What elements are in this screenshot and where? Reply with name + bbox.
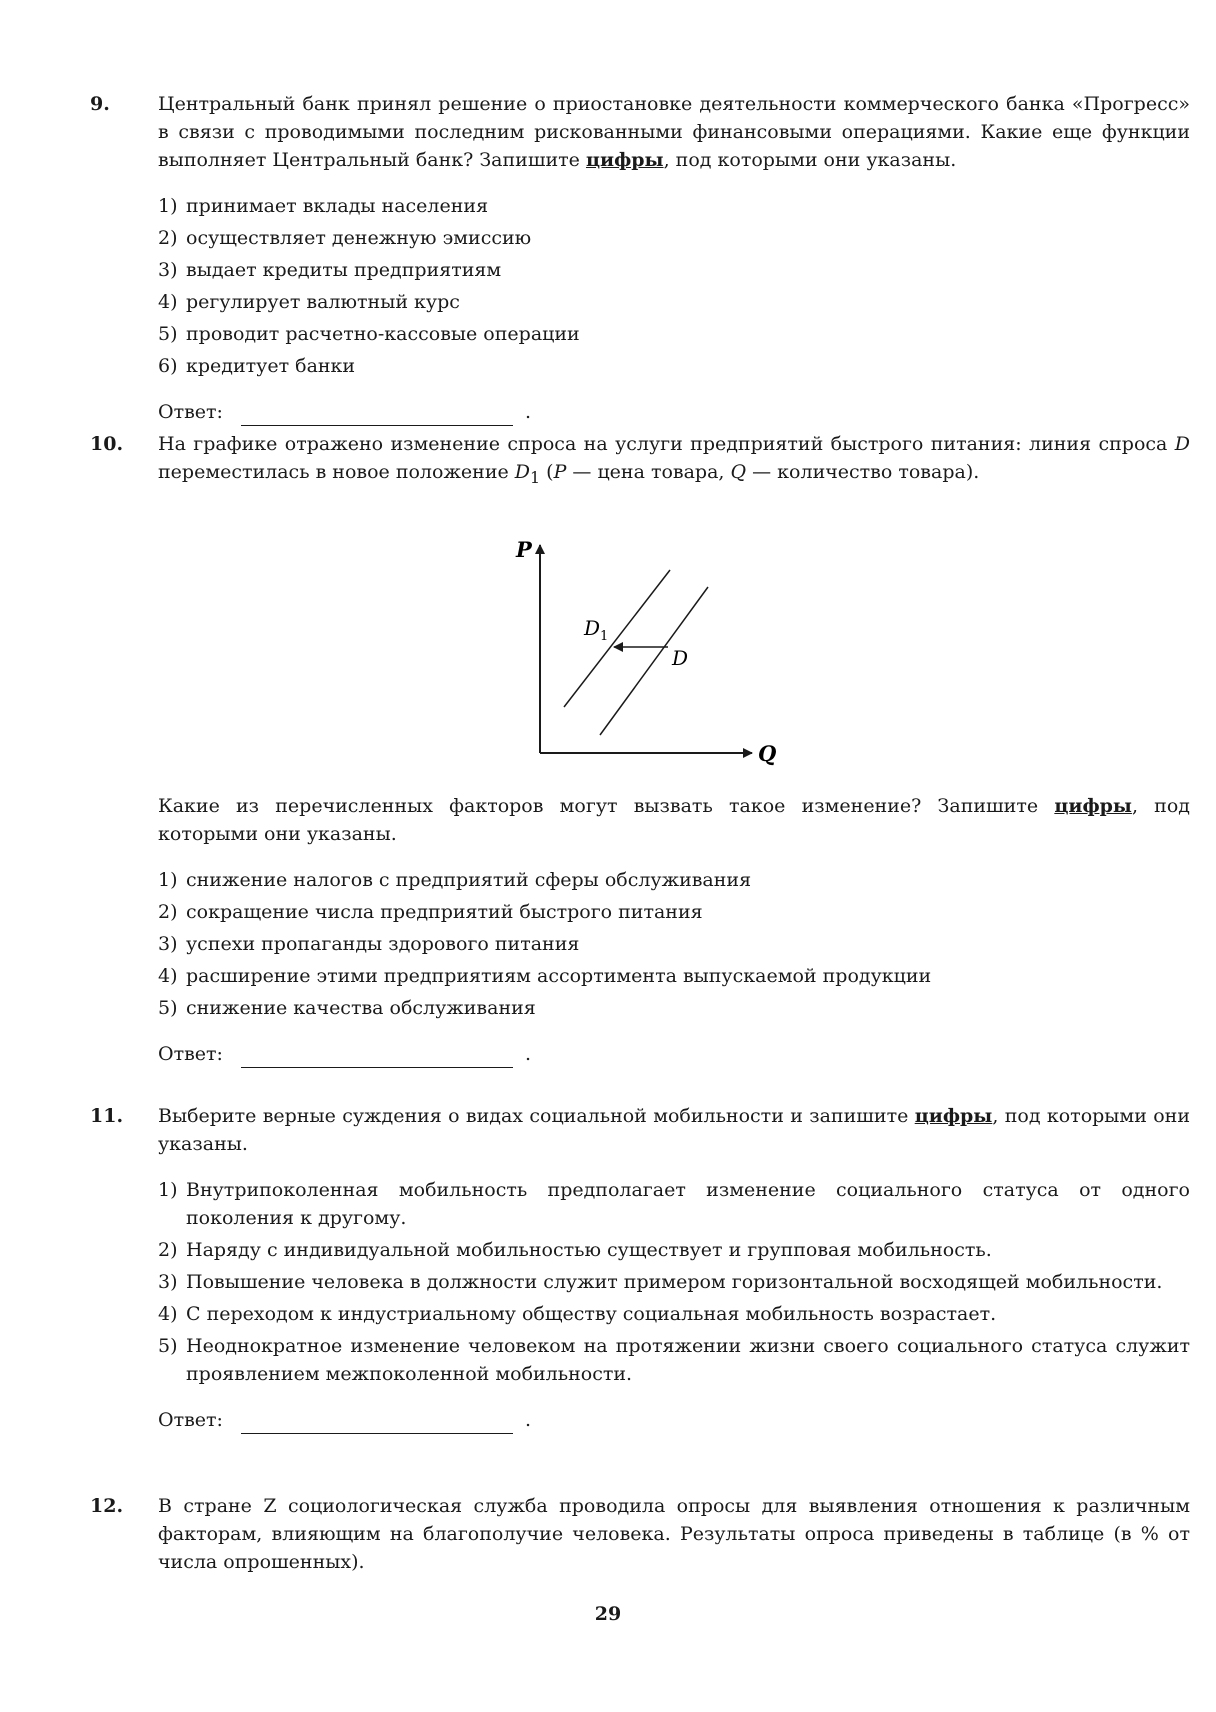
question-11 [90,1102,1190,1434]
question-number: 10. [90,433,124,455]
answer-field[interactable] [241,405,513,426]
answer-row: Ответ: . [158,1406,1190,1434]
question-text: В стране Z социологическая служба проводила опросы для выявления отношения к различным факторам, влияющим на благополучие человека. Результаты опроса приведены в таблице (в % от числа опрошенных). [158,1495,1190,1573]
question-text: Какие из перечисленных факторов могут вызвать такое изменение? Запишите цифры, под которыми они указаны. [158,795,1190,845]
option-3: 3) выдает кредиты предприятиям [158,259,502,281]
answer-row: Ответ: . [158,398,1190,426]
option-2: 2) Наряду с индивидуальной мобильностью существует и групповая мобильность. [158,1239,992,1261]
option-4: 4) С переходом к индустриальному обществу социальная мобильность возрастает. [158,1303,997,1325]
option-4: 4) регулирует валютный курс [158,291,460,313]
keyword-digits: цифры [585,149,664,171]
question-text: На графике отражено изменение спроса на услуги предприятий быстрого питания: линия спроса D переместилась в новое положение $D_1$ (P — цена товара, Q — количество товара). [158,433,1190,487]
question-10 [90,430,1190,492]
d-label: D [672,646,689,670]
question-10-options [90,792,1190,1068]
question-number: 11. [90,1105,124,1127]
keyword-digits: цифры [914,1105,993,1127]
answer-label: Ответ: [158,1043,223,1065]
question-text: Центральный банк принял решение о приостановке деятельности коммерческого банка «Прогресс» в связи с проводимыми последним рискованными финансовыми операциями. Какие еще функции выполняет Центральный банк? Запишите цифры, под которыми они указаны. [158,93,1190,171]
demand-curve-d [600,587,708,735]
answer-label: Ответ: [158,1409,223,1431]
option-1: 1) Внутрипоколенная мобильность предполагает изменение социального статуса от одного поколения к другому. [158,1179,1190,1229]
question-12 [90,1492,1190,1576]
answer-field[interactable] [241,1413,513,1434]
option-6: 6) кредитует банки [158,355,356,377]
answer-row: Ответ: . [158,1040,1190,1068]
question-number: 12. [90,1495,124,1517]
option-4: 4) расширение этими предприятиям ассортимента выпускаемой продукции [158,965,932,987]
d1-label: $D_1$ [584,616,609,644]
keyword-digits: цифры [1054,795,1132,817]
p-axis-label: P [516,537,532,562]
answer-field[interactable] [241,1047,513,1068]
options-list [158,1176,1190,1388]
page-number: 29 [594,1603,622,1625]
answer-label: Ответ: [158,401,223,423]
option-2: 2) осуществляет денежную эмиссию [158,227,532,249]
demand-curve-d1 [564,570,670,707]
option-3: 3) Повышение человека в должности служит примером горизонтальной восходящей мобильности. [158,1271,1163,1293]
demand-graph [500,535,780,775]
options-list [158,192,1190,380]
question-9 [90,90,1190,426]
option-2: 2) сокращение числа предприятий быстрого питания [158,901,703,923]
option-3: 3) успехи пропаганды здорового питания [158,933,580,955]
q-axis-label: Q [758,741,777,766]
option-1: 1) снижение налогов с предприятий сферы обслуживания [158,869,752,891]
option-5: 5) снижение качества обслуживания [158,997,536,1019]
options-list [158,866,1190,1022]
option-1: 1) принимает вклады населения [158,195,489,217]
question-text: Выберите верные суждения о видах социальной мобильности и запишите цифры, под которыми они указаны. [158,1105,1190,1155]
option-5: 5) Неоднократное изменение человеком на протяжении жизни своего социального статуса служит проявлением межпоколенной мобильности. [158,1335,1190,1385]
option-5: 5) проводит расчетно-кассовые операции [158,323,580,345]
question-number: 9. [90,93,110,115]
